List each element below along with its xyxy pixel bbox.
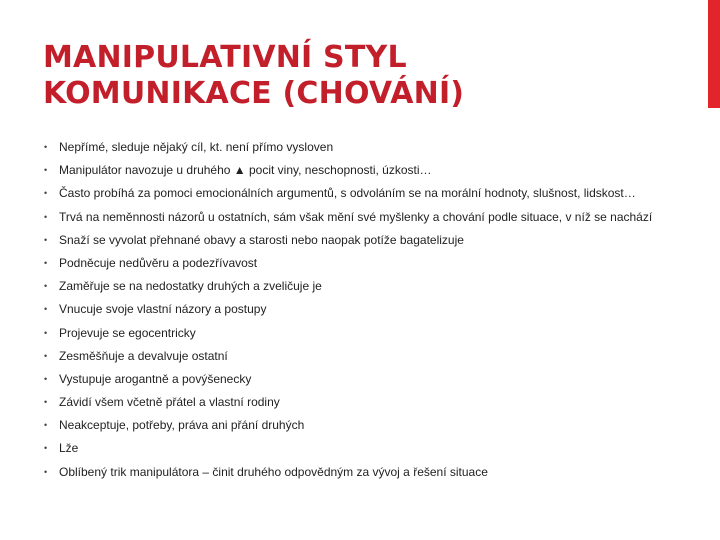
list-item: [44, 208, 704, 231]
bullet-icon: •: [44, 466, 48, 477]
list-item: [44, 277, 704, 300]
bullet-text: Vnucuje svoje vlastní názory a postupy: [59, 302, 267, 317]
bullet-text: Podněcuje nedůvěru a podezřívavost: [59, 255, 258, 270]
bullet-icon: •: [44, 327, 48, 338]
list-item: [44, 393, 704, 416]
bullet-icon: •: [44, 443, 48, 454]
list-item: [44, 184, 704, 207]
bullet-text: Snaží se vyvolat přehnané obavy a starosti nebo naopak potíže bagatelizuje: [59, 232, 464, 247]
bullet-text: Často probíhá za pomoci emocionálních argumentů, s odvoláním se na morální hodnoty, slušnost, lidskost…: [59, 186, 636, 201]
title-line-2: KOMUNIKACE (CHOVÁNÍ): [43, 76, 465, 111]
list-item: [44, 439, 704, 462]
bullet-icon: •: [44, 165, 48, 176]
bullet-icon: •: [44, 304, 48, 315]
list-item: [44, 324, 704, 347]
bullet-icon: •: [44, 234, 48, 245]
bullet-text: Vystupuje arogantně a povýšenecky: [59, 371, 252, 386]
title-line-1: MANIPULATIVNÍ STYL: [43, 40, 407, 75]
list-item: [44, 254, 704, 277]
list-item: [44, 463, 704, 486]
list-item: [44, 416, 704, 439]
list-item: [44, 161, 704, 184]
bullet-text: Lže: [59, 441, 79, 456]
bullet-icon: •: [44, 257, 48, 268]
bullet-text: Projevuje se egocentricky: [59, 325, 196, 340]
bullet-icon: •: [44, 142, 48, 152]
bullet-text: Závidí všem včetně přátel a vlastní rodiny: [59, 395, 280, 410]
list-item: [44, 370, 704, 393]
bullet-icon: •: [44, 373, 48, 384]
slide-title: [43, 40, 663, 112]
bullet-icon: •: [44, 350, 48, 361]
bullet-list: [44, 138, 704, 486]
bullet-text: Manipulátor navozuje u druhého ▲ pocit viny, neschopnosti, úzkosti…: [59, 163, 432, 178]
list-item: [44, 300, 704, 323]
bullet-text: Neakceptuje, potřeby, práva ani přání druhých: [59, 418, 305, 433]
bullet-text: Zaměřuje se na nedostatky druhých a zveličuje je: [59, 279, 322, 294]
bullet-icon: •: [44, 420, 48, 431]
list-item: [44, 138, 704, 161]
bullet-icon: •: [44, 211, 48, 222]
accent-bar: [708, 0, 720, 108]
bullet-text: Nepřímé, sleduje nějaký cíl, kt. není přímo vysloven: [59, 140, 334, 154]
list-item: [44, 231, 704, 254]
bullet-text: Oblíbený trik manipulátora – činit druhého odpovědným za vývoj a řešení situace: [59, 464, 488, 479]
list-item: [44, 347, 704, 370]
bullet-icon: •: [44, 397, 48, 408]
bullet-icon: •: [44, 281, 48, 292]
bullet-icon: •: [44, 188, 48, 199]
bullet-text: Trvá na neměnnosti názorů u ostatních, sám však mění své myšlenky a chování podle situace, v níž se nachází: [59, 209, 653, 224]
bullet-text: Zesměšňuje a devalvuje ostatní: [59, 348, 228, 363]
